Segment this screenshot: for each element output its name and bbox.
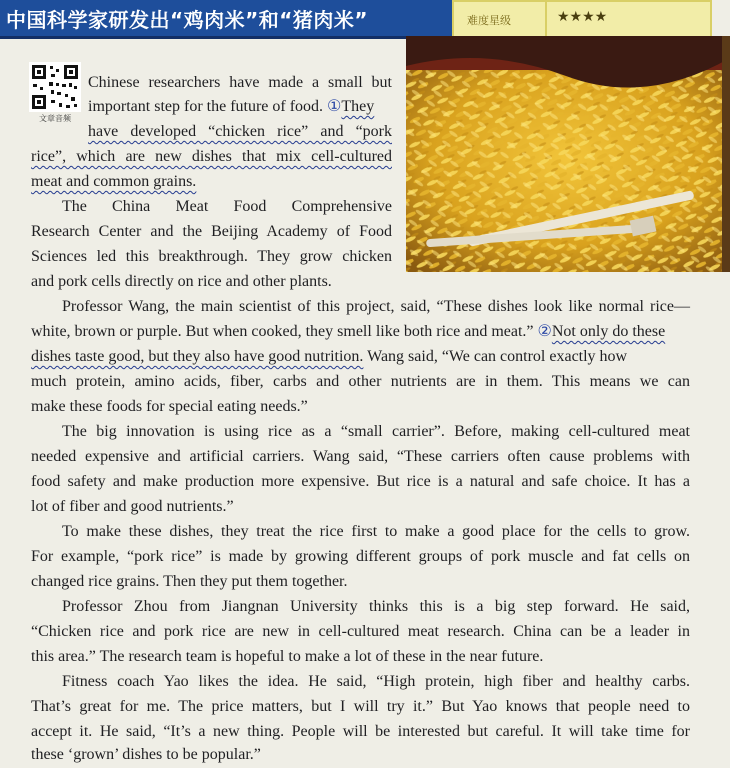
article-line: much protein, amino acids, fiber, carbs and other nutrients are in them. This means we can xyxy=(31,373,690,390)
difficulty-stars: ★★★★ xyxy=(557,9,608,25)
page-title: 中国科学家研发出“鸡肉米”和“猪肉米” xyxy=(6,8,369,32)
article-line: these ‘grown’ dishes to be popular.” xyxy=(31,746,261,763)
article-line: Professor Wang, the main scientist of this project, said, “These dishes look like normal rice— xyxy=(62,298,690,315)
article-text: important step for the future of food. xyxy=(88,98,328,115)
article-line: The big innovation is using rice as a “small carrier”. Before, making cell-cultured meat xyxy=(62,423,690,440)
underlined-sentence-2: Not only do these xyxy=(551,323,666,340)
article-line: Chinese researchers have made a small but xyxy=(88,74,392,91)
article-line: make these foods for special eating needs.” xyxy=(31,398,308,415)
article-line: lot of fiber and good nutrients.” xyxy=(31,498,234,515)
article-line xyxy=(88,96,374,118)
article-line: “Chicken rice and pork rice are new in cell-cultured meat research. China can be a leader in xyxy=(31,623,690,640)
difficulty-label: 难度星级 xyxy=(467,14,511,27)
article-line xyxy=(31,321,665,343)
underlined-sentence-1: have developed “chicken rice” and “pork xyxy=(88,123,392,140)
article-line: The China Meat Food Comprehensive xyxy=(62,198,392,215)
underlined-sentence-1: rice”, which are new dishes that mix cell-cultured xyxy=(31,148,392,165)
sentence-marker-1: ① xyxy=(327,98,342,115)
article-line: and pork cells directly on rice and other plants. xyxy=(31,273,332,290)
rice-photo xyxy=(406,36,730,272)
article-line: accept it. He said, “It’s a new thing. People will be interested but careful. It will take time for xyxy=(31,723,690,740)
article-line: this area.” The research team is hopeful to make a lot of these in the near future. xyxy=(31,648,544,665)
underlined-sentence-2: dishes taste good, but they also have good nutrition. xyxy=(31,348,364,365)
article-text: white, brown or purple. But when cooked, they smell like both rice and meat.” xyxy=(31,323,538,340)
article-text: Wang said, “We can control exactly how xyxy=(363,348,628,365)
article-line: changed rice grains. Then they put them together. xyxy=(31,573,348,590)
sentence-marker-2: ② xyxy=(537,323,552,340)
article-line xyxy=(31,346,627,368)
article-line: That’s great for me. The price matters, but I will try it.” But Yao knows that people need to xyxy=(31,698,690,715)
article-line: To make these dishes, they treat the rice first to make a good place for the cells to grow. xyxy=(62,523,690,540)
article-line: food safety and make production more expensive. But rice is a natural and safe choice. It has a xyxy=(31,473,690,490)
article-line: Professor Zhou from Jiangnan University thinks this is a big step forward. He said, xyxy=(62,598,690,615)
qr-label: 文章音频 xyxy=(39,114,71,123)
article-line: Fitness coach Yao likes the idea. He said, “High protein, high fiber and healthy carbs. xyxy=(62,673,690,690)
header-banner xyxy=(0,0,452,39)
underlined-sentence-1: meat and common grains. xyxy=(31,173,197,190)
article-line: Sciences led this breakthrough. They grow chicken xyxy=(31,248,392,265)
article-line: Research Center and the Beijing Academy of Food xyxy=(31,223,392,240)
article-line: needed expensive and artificial carriers. Wang said, “These carriers often cause problems with xyxy=(31,448,690,465)
underlined-sentence-1: They xyxy=(341,98,375,115)
article-line: For example, “pork rice” is made by growing different groups of pork muscle and fat cells on xyxy=(31,548,690,565)
